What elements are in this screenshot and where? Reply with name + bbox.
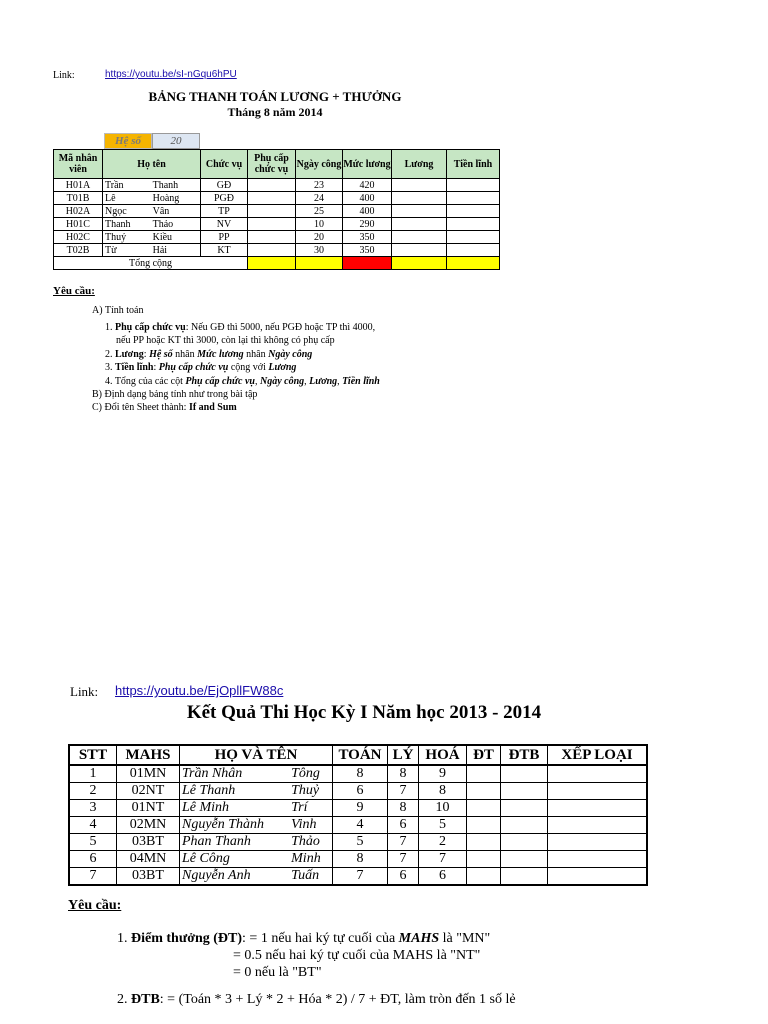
cell-phu-cap[interactable] [248,218,296,231]
col-header-ho-ten: HỌ VÀ TÊN [180,745,333,765]
cell-tien-linh[interactable] [447,218,500,231]
req-2-f: nhân [243,349,269,360]
cell-luong[interactable] [392,205,447,218]
req-c [92,401,237,414]
cell-phu-cap[interactable] [248,231,296,244]
cell-ten[interactable]: Hải [151,244,201,257]
table-row [54,205,500,218]
cell-tien-linh[interactable] [447,179,500,192]
youtube-link-2[interactable]: https://youtu.be/EjOpllFW88c [115,683,284,698]
req-4-h: Tiền lĩnh [342,376,380,387]
cell-ngay-cong[interactable]: 23 [296,179,343,192]
cell-xep-loai[interactable] [548,783,648,800]
req-2-d: nhân [172,349,198,360]
cell-ten[interactable]: Kiều [151,231,201,244]
cell-chuc-vu[interactable]: KT [201,244,248,257]
cell-ho[interactable]: Từ [103,244,151,257]
cell-toan[interactable]: 6 [333,783,388,800]
cell-muc-luong[interactable]: 400 [343,205,392,218]
cell-ngay-cong[interactable]: 20 [296,231,343,244]
req-c-text: C) Đổi tên Sheet thành: [92,402,189,413]
req-4-e: , [304,376,310,387]
table-row [54,192,500,205]
req-3-a: Tiền lĩnh [115,362,154,373]
req-1: 1. Phụ cấp chức vụ: Nếu GĐ thì 5000, nếu PGĐ hoặc TP thì 4000, [105,322,376,333]
cell-stt[interactable]: 5 [69,834,117,851]
total-ngay-cong[interactable] [296,257,343,270]
col-header-stt: STT [69,745,117,765]
cell-muc-luong[interactable]: 290 [343,218,392,231]
cell-hoa[interactable]: 2 [419,834,467,851]
cell-muc-luong[interactable]: 420 [343,179,392,192]
table-row [69,817,647,834]
cell-ho[interactable]: Lê Thanh [180,783,292,800]
col-header-muc-luong: Mức lương [343,150,392,179]
req-4-c: , [254,376,260,387]
table-row [69,868,647,886]
req-1-text: : Nếu GĐ thì 5000, nếu PGĐ hoặc TP thì 4000, [185,322,376,333]
table-row [69,765,647,783]
cell-dtb[interactable] [501,765,548,783]
cell-dt[interactable] [467,834,501,851]
cell-ly[interactable]: 7 [388,783,419,800]
req-3: 3. Tiền lĩnh: Phụ cấp chức vụ cộng với Lương [105,362,297,373]
cell-chuc-vu[interactable]: PP [201,231,248,244]
req-2-b: : [143,349,150,360]
cell-ho[interactable]: Lê [103,192,151,205]
cell-hoa[interactable]: 6 [419,868,467,886]
cell-ten[interactable]: Tông [291,765,332,783]
cell-ly[interactable]: 8 [388,800,419,817]
cell-xep-loai[interactable] [548,765,648,783]
table-row [54,218,500,231]
cell-stt[interactable]: 1 [69,765,117,783]
col-header-tien-linh: Tiền lĩnh [447,150,500,179]
cell-tien-linh[interactable] [447,244,500,257]
col-header-chuc-vu: Chức vụ [201,150,248,179]
req-1-line2: nếu PP hoặc KT thì 3000, còn lại thì không có phụ cấp [116,335,335,346]
salary-table [53,149,500,270]
cell-chuc-vu[interactable]: TP [201,205,248,218]
table-row [54,179,500,192]
cell-ho[interactable]: Thuý [103,231,151,244]
req2-2-prefix: 2. [117,992,131,1007]
req2-1-mahs: MAHS [398,931,440,946]
total-tien-linh[interactable] [447,257,500,270]
cell-ly[interactable]: 7 [388,851,419,868]
cell-ten[interactable]: Vinh [291,817,332,834]
cell-muc-luong[interactable]: 350 [343,244,392,257]
req2-1-bold: Điểm thưởng (ĐT) [131,931,243,946]
cell-ma[interactable]: H01C [54,218,103,231]
cell-ma[interactable]: H02A [54,205,103,218]
cell-chuc-vu[interactable]: GĐ [201,179,248,192]
cell-ten[interactable]: Thảo [151,218,201,231]
req-3-b: : [153,362,159,373]
cell-phu-cap[interactable] [248,205,296,218]
req2-1 [117,930,490,947]
cell-dtb[interactable] [501,817,548,834]
cell-ngay-cong[interactable]: 30 [296,244,343,257]
req-a: A) Tính toán [92,305,144,316]
cell-muc-luong[interactable]: 350 [343,231,392,244]
req2-1-text2: là "MN" [439,931,491,946]
cell-chuc-vu[interactable]: NV [201,218,248,231]
col-header-mahs: MAHS [117,745,180,765]
col-header-ho-ten: Họ tên [103,150,201,179]
req-3-e: Lương [268,362,297,373]
cell-ma[interactable]: T01B [54,192,103,205]
table-row [69,800,647,817]
cell-hoa[interactable]: 8 [419,783,467,800]
req-2-g: Ngày công [268,349,313,360]
cell-dtb[interactable] [501,800,548,817]
cell-ma[interactable]: T02B [54,244,103,257]
cell-hoa[interactable]: 5 [419,817,467,834]
cell-ngay-cong[interactable]: 10 [296,218,343,231]
req-c-bold: If and Sum [188,402,237,413]
total-row [54,257,500,270]
cell-ly[interactable]: 6 [388,868,419,886]
requirements-heading: Yêu cầu: [53,285,95,297]
cell-dtb[interactable] [501,868,548,886]
cell-dtb[interactable] [501,783,548,800]
req2-2-bold: ĐTB [131,992,160,1007]
cell-dt[interactable] [467,868,501,886]
req2-1-prefix: 1. [117,931,131,946]
cell-mahs[interactable]: 01NT [117,800,180,817]
cell-ly[interactable]: 6 [388,817,419,834]
cell-ten[interactable]: Trí [291,800,332,817]
req-2-e: Mức lương [197,349,244,360]
cell-stt[interactable]: 4 [69,817,117,834]
col-header-hoa: HOÁ [419,745,467,765]
cell-toan[interactable]: 7 [333,868,388,886]
cell-xep-loai[interactable] [548,868,648,886]
req-4-d: Ngày công [259,376,305,387]
cell-ma[interactable]: H02C [54,231,103,244]
cell-mahs[interactable]: 04MN [117,851,180,868]
cell-dtb[interactable] [501,834,548,851]
cell-ten[interactable]: Vân [151,205,201,218]
cell-ly[interactable]: 8 [388,765,419,783]
cell-ho[interactable]: Lê Công [180,851,292,868]
cell-xep-loai[interactable] [548,817,648,834]
cell-ly[interactable]: 7 [388,834,419,851]
cell-toan[interactable]: 8 [333,765,388,783]
he-so-box [104,133,200,149]
cell-mahs[interactable]: 03BT [117,868,180,886]
req-2-c: Hệ số [149,349,173,360]
col-header-dt: ĐT [467,745,501,765]
total-label: Tổng cộng [54,257,248,270]
cell-ho[interactable]: Lê Minh [180,800,292,817]
req2-2-text: : = (Toán * 3 + Lý * 2 + Hóa * 2) / 7 + ĐT, làm tròn đến 1 số lẻ [159,992,516,1007]
link-label: Link: [53,70,75,81]
req-4-g: , [337,376,343,387]
cell-hoa[interactable]: 10 [419,800,467,817]
col-header-phu-cap: Phụ cấp chức vụ [248,150,296,179]
cell-phu-cap[interactable] [248,244,296,257]
col-header-dtb: ĐTB [501,745,548,765]
req-4-f: Lương [309,376,338,387]
cell-luong[interactable] [392,218,447,231]
cell-mahs[interactable]: 02MN [117,817,180,834]
table-row [54,244,500,257]
req2-1-line3: = 0 nếu là "BT" [233,965,322,980]
cell-ten[interactable]: Minh [291,851,332,868]
req-3-d: cộng với [228,362,269,373]
cell-ten[interactable]: Thảo [291,834,332,851]
req-4: 4. Tổng của các cột Phụ cấp chức vụ, Ngày công, Lương, Tiền lĩnh [105,376,380,387]
cell-xep-loai[interactable] [548,834,648,851]
cell-ngay-cong[interactable]: 25 [296,205,343,218]
cell-stt[interactable]: 7 [69,868,117,886]
cell-mahs[interactable]: 02NT [117,783,180,800]
col-header-ly: LÝ [388,745,419,765]
youtube-link-1[interactable]: https://youtu.be/sI-nGqu6hPU [105,69,237,80]
cell-tien-linh[interactable] [447,205,500,218]
cell-tien-linh[interactable] [447,192,500,205]
link-label-2: Link: [70,684,99,699]
he-so-label: Hệ số [104,133,152,149]
col-header-luong: Lương [392,150,447,179]
req2-1-line2: = 0.5 nếu hai ký tự cuối của MAHS là "NT" [233,948,481,963]
results-table [68,744,648,886]
cell-luong[interactable] [392,231,447,244]
total-muc-luong[interactable] [343,257,392,270]
cell-mahs[interactable]: 01MN [117,765,180,783]
req-b: B) Định dạng bảng tính như trong bài tập [92,389,258,400]
cell-stt[interactable]: 2 [69,783,117,800]
cell-ten[interactable]: Hoàng [151,192,201,205]
he-so-value[interactable]: 20 [152,133,200,149]
cell-dtb[interactable] [501,851,548,868]
total-luong[interactable] [392,257,447,270]
cell-muc-luong[interactable]: 400 [343,192,392,205]
cell-luong[interactable] [392,179,447,192]
cell-toan[interactable]: 8 [333,851,388,868]
cell-tien-linh[interactable] [447,231,500,244]
cell-phu-cap[interactable] [248,192,296,205]
req-2-a: Lương [115,349,144,360]
cell-luong[interactable] [392,244,447,257]
cell-ho[interactable]: Trần [103,179,151,192]
cell-mahs[interactable]: 03BT [117,834,180,851]
cell-dt[interactable] [467,765,501,783]
cell-dt[interactable] [467,800,501,817]
cell-xep-loai[interactable] [548,800,648,817]
cell-dt[interactable] [467,851,501,868]
col-header-toan: TOÁN [333,745,388,765]
page-subtitle: Tháng 8 năm 2014 [227,105,323,119]
requirements-heading-2: Yêu cầu: [68,898,122,913]
cell-xep-loai[interactable] [548,851,648,868]
cell-toan[interactable]: 9 [333,800,388,817]
table-row [69,851,647,868]
cell-luong[interactable] [392,192,447,205]
cell-ngay-cong[interactable]: 24 [296,192,343,205]
results-title: Kết Quả Thi Học Kỳ I Năm học 2013 - 2014 [186,702,542,723]
cell-ho[interactable]: Nguyễn Thành [180,817,292,834]
table-row [69,834,647,851]
cell-dt[interactable] [467,817,501,834]
cell-ma[interactable]: H01A [54,179,103,192]
cell-ho[interactable]: Nguyễn Anh [180,868,292,886]
req-4-a: Tổng của các cột [114,376,186,387]
cell-stt[interactable]: 3 [69,800,117,817]
cell-ten[interactable]: Thuỷ [291,783,332,800]
cell-ho[interactable]: Phan Thanh [180,834,292,851]
table-row [54,231,500,244]
cell-phu-cap[interactable] [248,179,296,192]
col-header-ngay-cong: Ngày công [296,150,343,179]
req2-2 [117,991,516,1008]
cell-dt[interactable] [467,783,501,800]
req-2: 2. Lương: Hệ số nhân Mức lương nhân Ngày công [105,349,313,360]
cell-ho[interactable]: Ngọc [103,205,151,218]
cell-ho[interactable]: Trần Nhân [180,765,292,783]
cell-ho[interactable]: Thanh [103,218,151,231]
cell-ten[interactable]: Thanh [151,179,201,192]
col-header-xep-loai: XẾP LOẠI [548,745,648,765]
cell-stt[interactable]: 6 [69,851,117,868]
page-title: BẢNG THANH TOÁN LƯƠNG + THƯỞNG [148,89,402,104]
total-phu-cap[interactable] [248,257,296,270]
cell-chuc-vu[interactable]: PGĐ [201,192,248,205]
cell-hoa[interactable]: 9 [419,765,467,783]
req2-1-text: : = 1 nếu hai ký tự cuối của [242,931,399,946]
cell-toan[interactable]: 5 [333,834,388,851]
req-1-bold: Phụ cấp chức vụ [115,322,186,333]
col-header-ma-nv: Mã nhân viên [54,150,103,179]
req-4-b: Phụ cấp chức vụ [185,376,255,387]
cell-ten[interactable]: Tuấn [291,868,332,886]
table-row [69,783,647,800]
req-3-c: Phụ cấp chức vụ [158,362,229,373]
cell-toan[interactable]: 4 [333,817,388,834]
cell-hoa[interactable]: 7 [419,851,467,868]
